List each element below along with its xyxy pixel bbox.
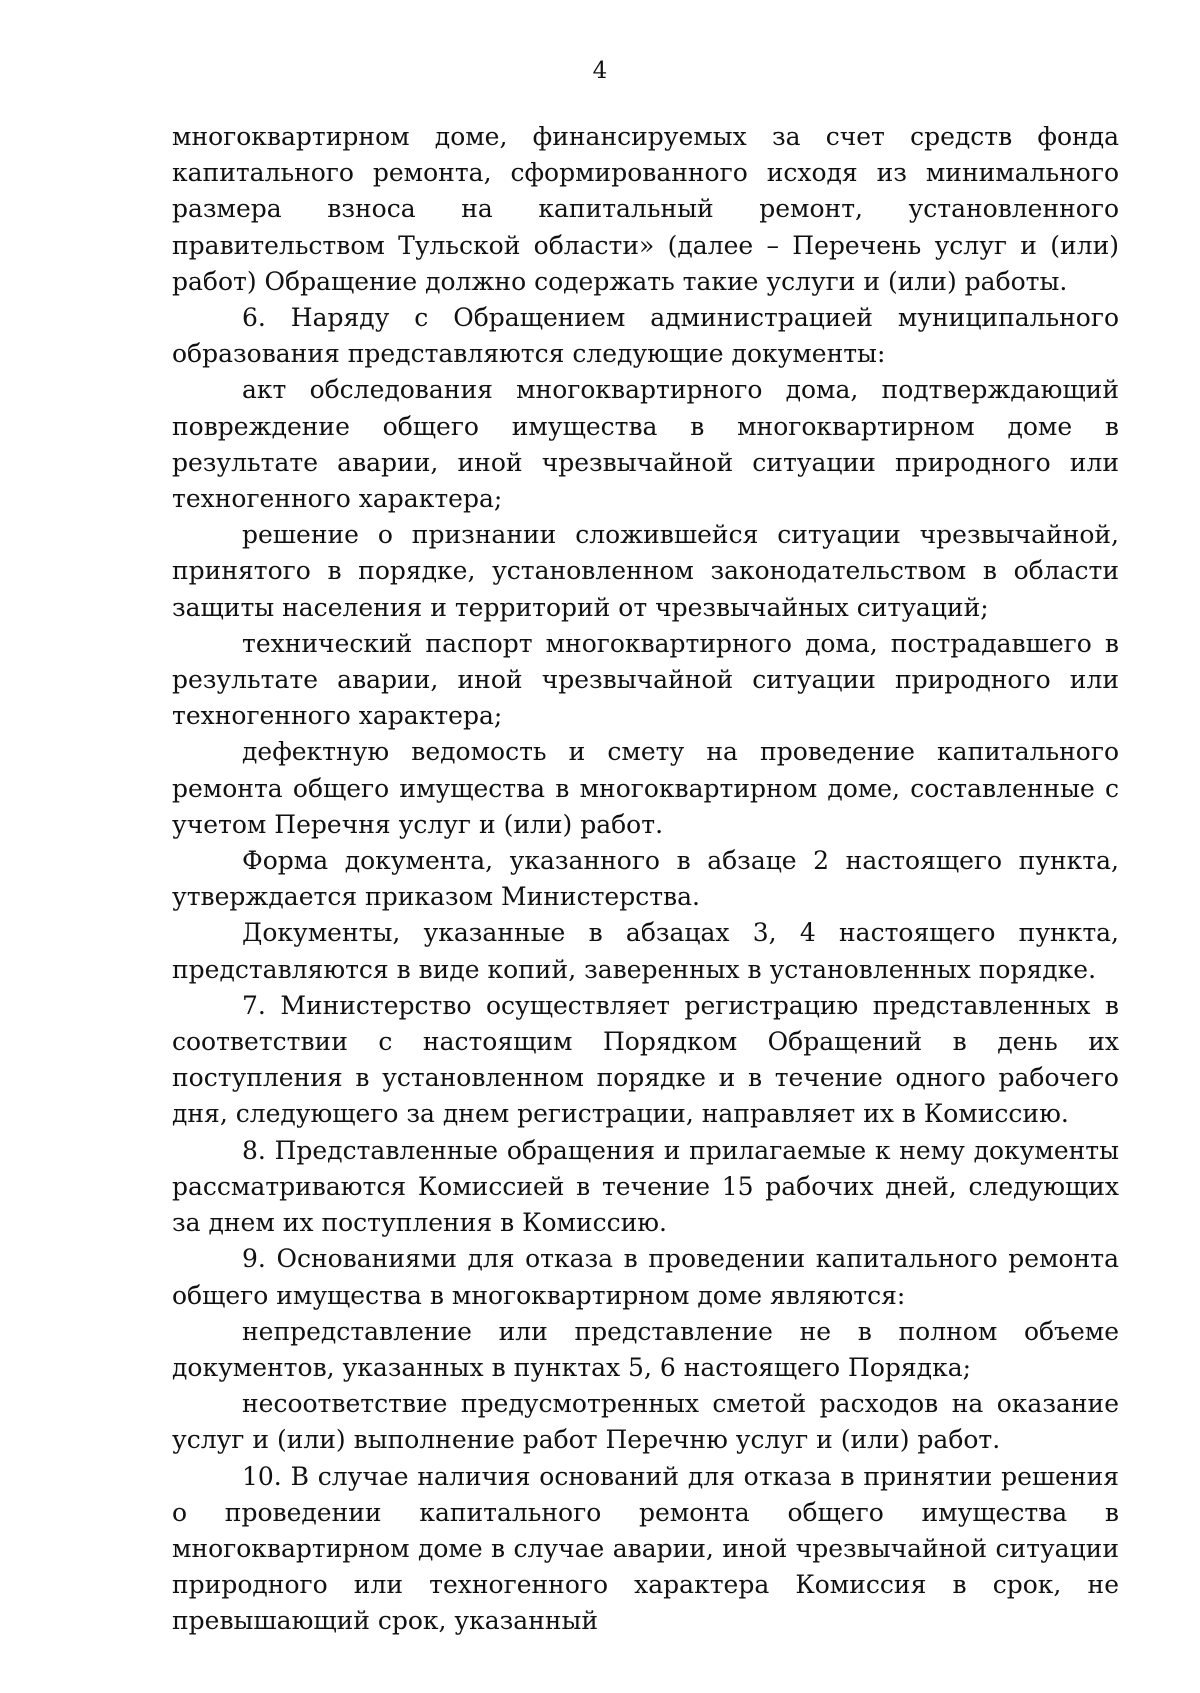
paragraph-item-10: 10. В случае наличия оснований для отказа в принятии решения о проведении капитального ремонта общего имущества в многоквартирном доме в случае аварии, иной чрезвычайной ситуации природного или техногенного характера Комиссия в срок, не превышающий срок, указанный [172, 1461, 1119, 1636]
paragraph-emergency-decision: решение о признании сложившейся ситуации чрезвычайной, принятого в порядке, установленном законодательством в области защиты населения и территорий от чрезвычайных ситуаций; [172, 520, 1119, 622]
page-number: 4 [592, 58, 608, 84]
document-body [172, 119, 1119, 1640]
paragraph-defect-statement: дефектную ведомость и смету на проведение капитального ремонта общего имущества в многоквартирном доме, составленные с учетом Перечня услуг и (или) работ. [172, 737, 1119, 839]
paragraph-technical-passport: технический паспорт многоквартирного дома, пострадавшего в результате аварии, иной чрезвычайной ситуации природного или техногенного характера; [172, 628, 1119, 731]
paragraph-document-copies: Документы, указанные в абзацах 3, 4 настоящего пункта, представляются в виде копий, заверенных в установленных порядке. [172, 918, 1119, 984]
paragraph-item-6: 6. Наряду с Обращением администрацией муниципального образования представляются следующие документы: [172, 303, 1119, 369]
paragraph-refusal-reason-1: непредставление или представление не в полном объеме документов, указанных в пунктах 5, 6 настоящего Порядка; [172, 1316, 1119, 1382]
paragraph-document-form: Форма документа, указанного в абзаце 2 настоящего пункта, утверждается приказом Министерства. [172, 846, 1119, 912]
paragraph-inspection-act: акт обследования многоквартирного дома, подтверждающий повреждение общего имущества в многоквартирном доме в результате аварии, иной чрезвычайной ситуации природного или техногенного характера; [172, 375, 1119, 514]
paragraph-refusal-reason-2: несоответствие предусмотренных сметой расходов на оказание услуг и (или) выполнение работ Перечню услуг и (или) работ. [172, 1389, 1119, 1455]
paragraph-item-9: 9. Основаниями для отказа в проведении капитального ремонта общего имущества в многоквартирном доме являются: [172, 1244, 1119, 1310]
paragraph-continuation: многоквартирном доме, финансируемых за счет средств фонда капитального ремонта, сформированного исходя из минимального размера взноса на капитальный ремонт, установленного правительством Тульской области» (далее – Перечень услуг и (или) работ) Обращение должно содержать такие услуги и (или) работы. [172, 122, 1119, 296]
paragraph-item-7: 7. Министерство осуществляет регистрацию представленных в соответствии с настоящим Порядком Обращений в день их поступления в установленном порядке и в течение одного рабочего дня, следующего за днем регистрации, направляет их в Комиссию. [172, 990, 1119, 1129]
paragraph-item-8: 8. Представленные обращения и прилагаемые к нему документы рассматриваются Комиссией в течение 15 рабочих дней, следующих за днем их поступления в Комиссию. [172, 1135, 1119, 1238]
